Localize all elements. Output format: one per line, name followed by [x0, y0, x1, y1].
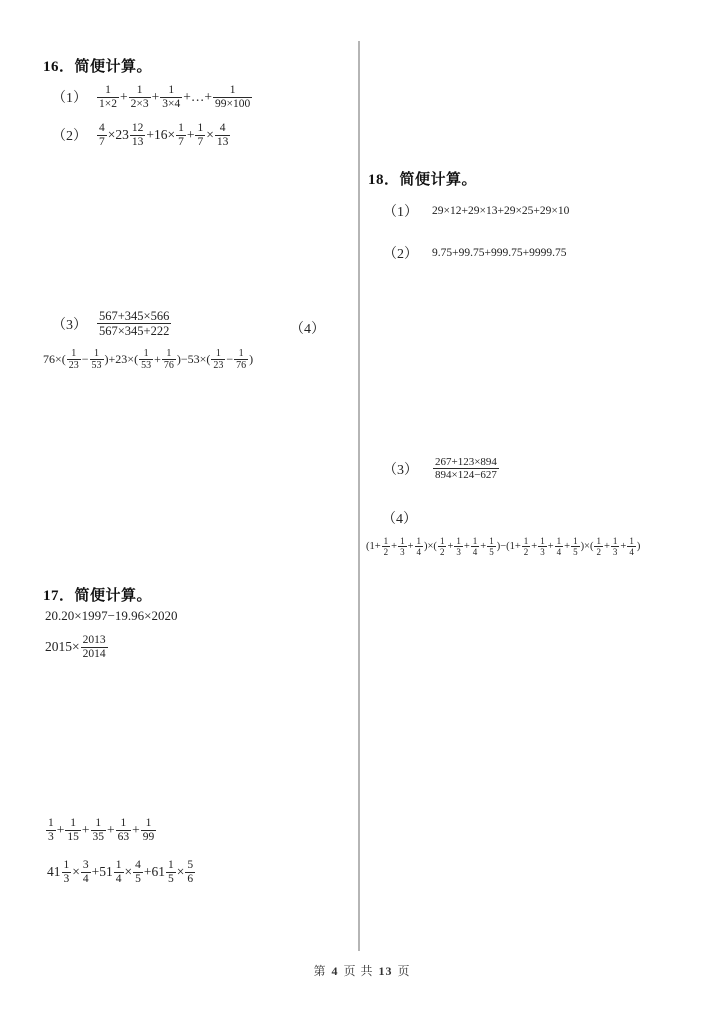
fraction-denominator: 5: [135, 872, 141, 885]
problem-18-3-expression: [432, 456, 500, 482]
math-text: +: [407, 541, 414, 553]
fraction-denominator: 3×4: [162, 97, 181, 110]
math-text: )+23×(: [104, 352, 139, 367]
fraction-numerator: 2013: [82, 634, 106, 646]
fraction-denominator: 2: [523, 547, 529, 558]
fraction: [571, 536, 580, 557]
fraction-numerator: 5: [187, 859, 194, 871]
math-text: +: [564, 541, 571, 553]
fraction-denominator: 13: [131, 135, 144, 148]
fraction-numerator: 1: [94, 348, 100, 359]
problem-18-1: [383, 201, 569, 221]
fraction-numerator: 1: [71, 348, 77, 359]
fraction-denominator: 99×100: [214, 97, 251, 110]
fraction-numerator: 12: [131, 122, 144, 134]
fraction-numerator: 1: [105, 84, 111, 96]
fraction: [91, 817, 107, 844]
fraction: [555, 536, 564, 557]
fraction: [97, 309, 171, 338]
fraction-numerator: 1: [596, 536, 601, 546]
fraction: [433, 456, 499, 482]
fraction: [398, 536, 407, 557]
fraction: [46, 817, 56, 844]
problem-16-4-label: （4）: [290, 322, 325, 337]
fraction-denominator: 4: [115, 872, 122, 885]
fraction-numerator: 1: [145, 817, 152, 829]
fraction: [97, 84, 119, 111]
fraction-numerator: 1: [456, 536, 461, 546]
problem-17-3-expression: [45, 817, 157, 844]
math-text: +16×: [146, 127, 176, 143]
fraction-numerator: 1: [573, 536, 578, 546]
fraction-numerator: 1: [556, 536, 562, 546]
math-text: +51: [91, 864, 113, 880]
fraction: [415, 536, 424, 557]
math-text: +: [132, 822, 140, 838]
math-text: 41: [47, 864, 61, 880]
fraction-numerator: 1: [383, 536, 389, 546]
math-text: +: [81, 822, 90, 838]
math-text: +: [154, 352, 161, 367]
problem-16-4: [43, 348, 253, 371]
fraction-denominator: 2×3: [130, 97, 149, 110]
fraction-numerator: 3: [82, 859, 89, 871]
fraction-denominator: 15: [67, 830, 79, 843]
page-footer: [0, 962, 724, 979]
problem-16-4-expression: [43, 348, 253, 371]
section-17-title: 17．简便计算。: [43, 588, 153, 604]
math-text: )×(: [580, 541, 594, 553]
problem-17-2: [45, 634, 109, 661]
math-text: +: [107, 822, 115, 838]
fraction-numerator: 1: [238, 348, 244, 359]
fraction-numerator: 1: [48, 817, 54, 829]
fraction-denominator: 3: [400, 547, 405, 558]
footer-text: 页: [397, 964, 411, 978]
fraction-denominator: 5: [168, 872, 174, 885]
math-text: +61: [143, 864, 165, 880]
problem-16-1-label: （1）: [52, 91, 87, 107]
problem-16-2: [52, 122, 231, 149]
fraction-denominator: 3: [63, 872, 70, 885]
math-text: +: [186, 127, 195, 143]
problem-17-2-expression: [45, 634, 109, 661]
fraction-numerator: 1: [136, 84, 143, 96]
problem-18-4: [366, 536, 640, 557]
fraction-numerator: 1: [197, 122, 204, 134]
fraction-numerator: 1: [489, 536, 494, 546]
fraction: [471, 536, 480, 557]
problem-18-2-label: （2）: [383, 247, 418, 262]
fraction-denominator: 99: [142, 830, 155, 843]
math-text: ): [249, 352, 254, 367]
problem-16-1: [52, 84, 253, 111]
fraction-denominator: 3: [612, 547, 618, 558]
fraction: [97, 122, 107, 149]
fraction-numerator: 1: [143, 348, 149, 359]
fraction-denominator: 76: [236, 360, 247, 372]
fraction-denominator: 5: [573, 547, 578, 558]
fraction-numerator: 1: [70, 817, 76, 829]
fraction: [185, 859, 195, 886]
math-text: 9.75+99.75+999.75+9999.75: [432, 247, 567, 259]
fraction-denominator: 3: [48, 830, 54, 843]
fraction: [116, 817, 132, 844]
fraction-numerator: 1: [523, 536, 529, 546]
math-text: +…+: [183, 89, 212, 105]
problem-16-1-expression: [96, 84, 253, 111]
footer-page-number: 4: [331, 964, 339, 978]
fraction-denominator: 4: [82, 872, 89, 885]
fraction-denominator: 7: [197, 135, 204, 148]
fraction: [141, 817, 157, 844]
fraction-denominator: 4: [556, 547, 562, 558]
math-text: −: [81, 352, 89, 367]
problem-18-3-label: （3）: [383, 462, 418, 478]
problem-18-1-label: （1）: [383, 205, 418, 220]
math-text: +: [56, 822, 65, 838]
fraction: [129, 84, 151, 111]
fraction-denominator: 3: [540, 547, 545, 558]
math-text: )−53×(: [176, 352, 211, 367]
fraction-denominator: 2014: [82, 647, 106, 660]
problem-17-4: [47, 859, 196, 886]
fraction-denominator: 53: [91, 360, 102, 372]
fraction-numerator: 1: [416, 536, 422, 546]
fraction-numerator: 1: [400, 536, 405, 546]
footer-text: 页 共: [343, 964, 374, 978]
problem-17-1-expression: [45, 608, 178, 624]
fraction-denominator: 5: [489, 547, 494, 558]
math-text: +: [463, 541, 470, 553]
math-text: +: [603, 541, 610, 553]
math-text: +: [620, 541, 627, 553]
fraction-denominator: 13: [216, 135, 229, 148]
math-text: ×: [72, 864, 80, 880]
fraction-denominator: 2: [383, 547, 389, 558]
fraction: [234, 348, 248, 371]
fraction: [627, 536, 636, 557]
section-16-title: 16．简便计算。: [43, 59, 153, 75]
fraction: [438, 536, 447, 557]
fraction: [139, 348, 153, 371]
fraction-denominator: 4: [416, 547, 422, 558]
fraction-denominator: 7: [178, 135, 184, 148]
problem-17-4-expression: [47, 859, 196, 886]
math-text: ): [636, 541, 641, 553]
math-text: +: [391, 541, 398, 553]
fraction-numerator: 4: [99, 122, 105, 134]
math-text: 2015×: [45, 639, 80, 655]
fraction: [487, 536, 496, 557]
column-divider: [358, 41, 360, 951]
fraction-numerator: 567+345×566: [99, 309, 170, 323]
fraction: [160, 84, 182, 111]
fraction-numerator: 1: [629, 536, 634, 546]
fraction: [215, 122, 231, 149]
fraction-denominator: 76: [163, 360, 174, 372]
fraction-denominator: 4: [629, 547, 634, 558]
fraction: [213, 84, 252, 111]
fraction-denominator: 2: [439, 547, 445, 558]
fraction: [81, 859, 91, 886]
fraction: [522, 536, 531, 557]
problem-16-2-label: （2）: [52, 129, 87, 145]
math-text: +: [151, 89, 160, 105]
problem-18-1-expression: [432, 205, 569, 217]
fraction-numerator: 1: [472, 536, 478, 546]
problem-16-3-label: （3）: [52, 317, 87, 333]
fraction: [454, 536, 463, 557]
fraction: [133, 859, 143, 886]
fraction-denominator: 567×345+222: [99, 324, 170, 338]
fraction: [65, 817, 81, 844]
fraction: [195, 122, 205, 149]
fraction-numerator: 1: [63, 859, 70, 871]
fraction-denominator: 2: [596, 547, 601, 558]
fraction-denominator: 3: [456, 547, 461, 558]
problem-18-2-expression: [432, 247, 566, 259]
fraction: [114, 859, 124, 886]
problem-18-4-expression: [366, 536, 640, 557]
footer-total-pages: 13: [378, 964, 393, 978]
fraction-numerator: 1: [95, 817, 102, 829]
fraction: [382, 536, 391, 557]
math-text: 20.20×1997−19.96×2020: [45, 608, 178, 623]
math-text: +: [480, 541, 487, 553]
fraction-numerator: 4: [219, 122, 226, 134]
fraction-numerator: 4: [135, 859, 141, 871]
fraction-numerator: 267+123×894: [435, 456, 497, 468]
section-18-title: 18．简便计算。: [368, 172, 478, 188]
math-text: )−(1+: [496, 541, 521, 553]
fraction: [81, 634, 108, 661]
math-text: ×: [176, 864, 185, 880]
fraction-denominator: 53: [141, 360, 152, 372]
fraction: [594, 536, 603, 557]
fraction-numerator: 1: [540, 536, 545, 546]
math-text: −: [226, 352, 234, 367]
math-text: +: [447, 541, 454, 553]
problem-16-3-expression: [96, 309, 172, 338]
fraction: [166, 859, 176, 886]
problem-18-3: [383, 456, 500, 482]
fraction-denominator: 1×2: [99, 97, 117, 110]
fraction: [162, 348, 176, 371]
math-text: +: [547, 541, 554, 553]
problem-17-3: [45, 817, 157, 844]
problem-17-1: [45, 608, 178, 624]
math-text: )×(: [424, 541, 437, 553]
fraction-numerator: 1: [115, 859, 122, 871]
fraction-denominator: 63: [117, 830, 130, 843]
fraction-denominator: 4: [472, 547, 478, 558]
math-text: +: [531, 541, 538, 553]
fraction-numerator: 1: [120, 817, 127, 829]
problem-16-3: [52, 309, 172, 338]
fraction-denominator: 6: [187, 872, 194, 885]
fraction: [611, 536, 620, 557]
fraction-numerator: 1: [612, 536, 618, 546]
fraction: [176, 122, 186, 149]
fraction-denominator: 35: [92, 830, 104, 843]
problem-18-2: [383, 243, 566, 263]
math-text: ×: [124, 864, 133, 880]
math-text: (1+: [366, 541, 381, 553]
footer-text: 第: [313, 964, 327, 978]
math-text: ×: [206, 127, 214, 143]
fraction: [90, 348, 104, 371]
fraction: [538, 536, 547, 557]
fraction-denominator: 23: [68, 360, 79, 372]
math-text: ×23: [107, 127, 129, 143]
fraction-numerator: 1: [168, 859, 174, 871]
fraction: [130, 122, 146, 149]
fraction-numerator: 1: [215, 348, 221, 359]
fraction-numerator: 1: [229, 84, 236, 96]
math-text: 29×12+29×13+29×25+29×10: [432, 205, 570, 217]
fraction-numerator: 1: [439, 536, 445, 546]
problem-18-4-label: （4）: [382, 512, 417, 527]
fraction-denominator: 23: [213, 360, 224, 372]
fraction-denominator: 7: [99, 135, 105, 148]
math-text: 76×(: [43, 352, 66, 367]
fraction-denominator: 894×124−627: [435, 469, 497, 482]
fraction-numerator: 1: [168, 84, 175, 96]
fraction-numerator: 1: [178, 122, 184, 134]
fraction: [211, 348, 225, 371]
problem-16-2-expression: [96, 122, 231, 149]
fraction-numerator: 1: [166, 348, 172, 359]
math-text: +: [120, 89, 128, 105]
fraction: [67, 348, 81, 371]
fraction: [62, 859, 72, 886]
